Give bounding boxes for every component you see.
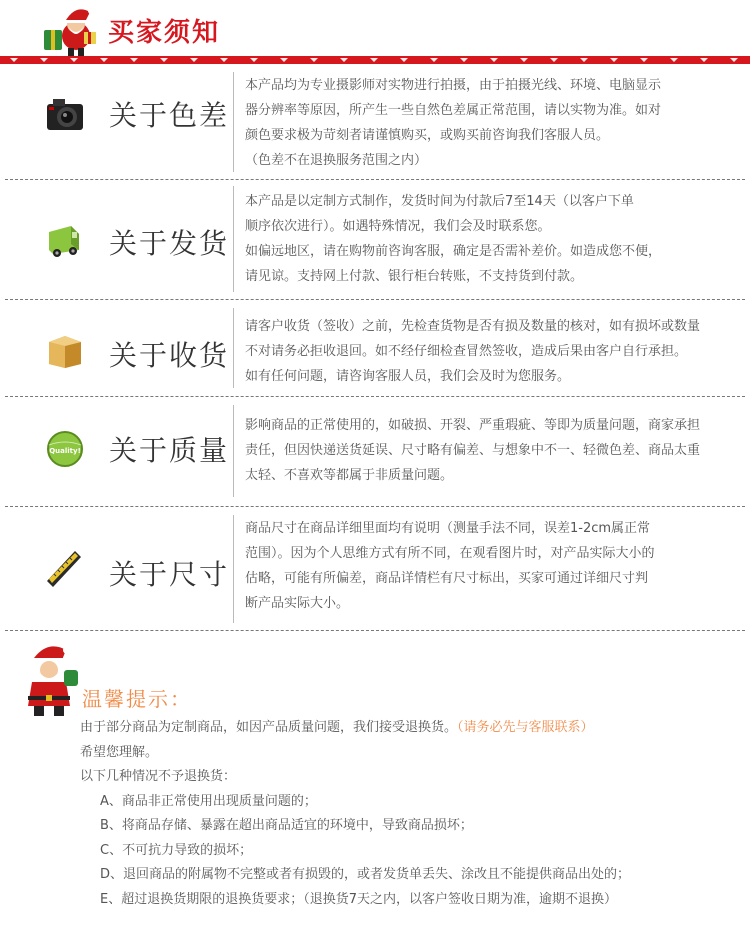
page-header: [0, 0, 750, 62]
tips-intro-note: （请务必先与客服联系）: [457, 720, 594, 735]
tips-body: [80, 716, 740, 912]
badge-label: Quality!: [49, 447, 81, 455]
section-text: 本产品均为专业摄影师对实物进行拍摄，由于拍摄光线、环境、电脑显示 器分辨率等原因，所产生一些自然色差属正常范围，请以实物为准。如对 颜色要求极为苛刻者请谨慎购买，或购买前咨询我们客服人员。 （色差不在退换服务范围之内）: [245, 78, 662, 168]
tips-intro: [80, 716, 740, 741]
divider: [233, 72, 234, 172]
camera-icon: [45, 94, 85, 134]
tips-line: 以下几种情况不予退换货：: [80, 769, 237, 784]
section-color-difference: [5, 64, 745, 180]
tips-title: 温馨提示：: [82, 687, 192, 711]
santa-claus-icon: [40, 2, 102, 58]
section-title: 关于色差: [109, 99, 230, 132]
tape-measure-icon: [45, 547, 85, 587]
section-text: 本产品是以定制方式制作，发货时间为付款后7至14天（以客户下单 顺序依次进行）。如遇特殊情况，我们会及时联系您。 如偏远地区，请在购物前咨询客服，确定是否需补差价。如造成您不便， 请见谅。支持网上付款、银行柜台转账，不支持货到付款。: [245, 194, 662, 284]
section-quality: [5, 397, 745, 507]
section-size: [5, 507, 745, 631]
tips-list-item: B、将商品存储、暴露在超出商品适宜的环境中，导致商品损坏；: [100, 818, 473, 833]
section-text: 商品尺寸在商品详细里面均有说明（测量手法不同，误差1-2cm属正常 范围）。因为个人思维方式有所不同，在观看图片时，对产品实际大小的 估略，可能有所偏差，商品详情栏有尺寸标出，买家可通过详细尺寸判 断产品实际大小。: [245, 521, 655, 611]
section-title: 关于收货: [109, 339, 230, 372]
tips-list-item: A、商品非正常使用出现质量问题的；: [100, 793, 317, 809]
tips-list-item: E、超过退换货期限的退换货要求；（退换货7天之内，以客户签收日期为准，逾期不退换）: [100, 891, 617, 907]
section-title: 关于发货: [109, 227, 230, 260]
dashed-divider: [5, 630, 745, 631]
section-title: 关于尺寸: [109, 558, 230, 591]
section-text: 影响商品的正常使用的，如破损、开裂、严重瑕疵、等即为质量问题，商家承担 责任，但因快递送货延误、尺寸略有偏差、与想象中不一、轻微色差、商品太重 太轻、不喜欢等都属于非质量问题。: [245, 418, 701, 483]
section-text: 请客户收货（签收）之前，先检查货物是否有损及数量的核对，如有损坏或数量 不对请务必拒收退回。如不经仔细检查冒然签收，造成后果由客户自行承担。 如有任何问题，请咨询客服人员，我们会及时为您服务。: [245, 319, 701, 384]
decorative-red-band: [0, 56, 750, 64]
divider: [233, 515, 234, 623]
tips-list-item: C、不可抗力导致的损坏；: [100, 842, 253, 858]
divider: [233, 308, 234, 388]
tips-list-item: D、退回商品的附属物不完整或者有损毁的，或者发货单丢失、涂改且不能提供商品出处的；: [100, 867, 631, 882]
cardboard-box-icon: [45, 330, 85, 370]
section-title: 关于质量: [109, 434, 230, 467]
divider: [233, 405, 234, 497]
santa-claus-icon: [20, 640, 80, 720]
section-shipping: [5, 180, 745, 300]
divider: [233, 186, 234, 292]
tips-intro-text: 由于部分商品为定制商品，如因产品质量问题，我们接受退换货。: [80, 720, 458, 735]
delivery-truck-icon: [45, 220, 85, 260]
quality-badge-icon: [45, 429, 85, 469]
page-title: 买家须知: [108, 18, 221, 48]
section-receiving: [5, 300, 745, 397]
tips-line: 希望您理解。: [80, 744, 159, 760]
